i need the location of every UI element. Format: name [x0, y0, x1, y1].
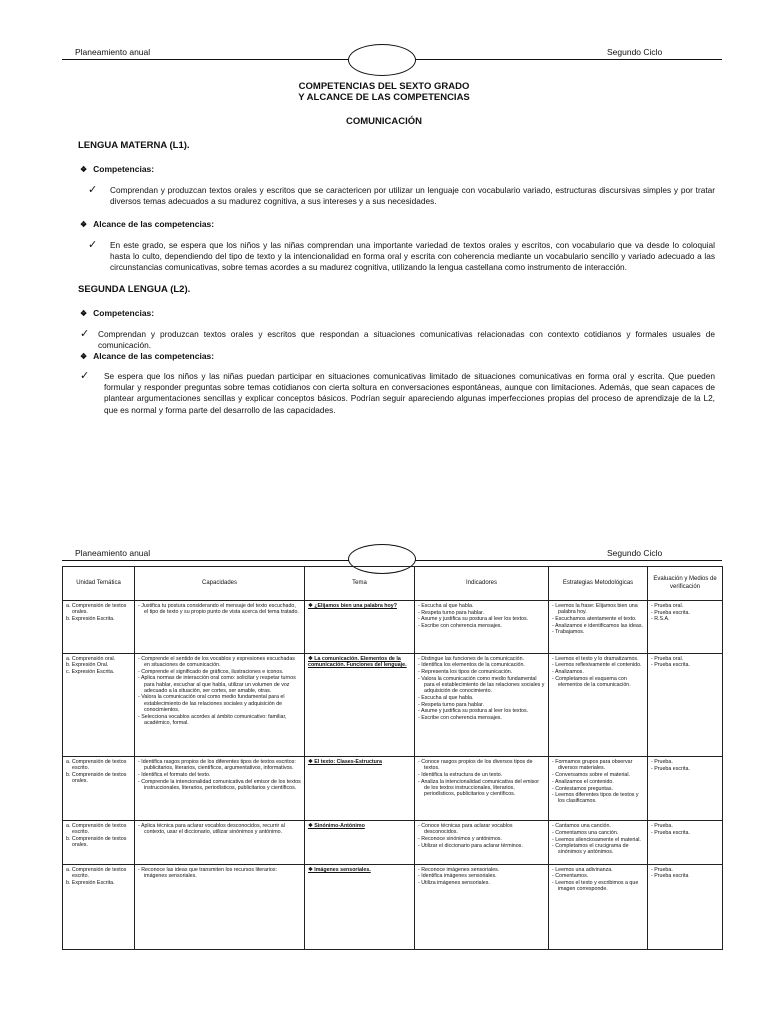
list-item: - Contestamos preguntas.	[552, 785, 613, 792]
cell-list	[651, 656, 719, 669]
list-item: c. Expresión Escrita.	[66, 669, 115, 676]
list-item: a. Comprensión oral.	[66, 655, 116, 662]
cell-capacidades	[135, 757, 305, 821]
col-header-tema: Tema	[305, 567, 415, 601]
list-item: b. Comprensión de textos orales.	[66, 836, 127, 849]
cell-estrategias	[549, 864, 648, 949]
list-item: - Respeta turno para hablar.	[418, 609, 484, 616]
list-item: - Identifica la estructura de un texto.	[418, 772, 503, 779]
list-item: - Identifica imágenes sensoriales.	[418, 873, 497, 880]
list-item: - Aplica normas de interacción oral como: solicitar y respetar turnos para hablar, escuchar al que habla, utilizar un volumen de voz adecuado a la situación, ser cortes, ser amable, otras.	[138, 675, 296, 694]
header-left-page-2: Planeamiento anual	[75, 548, 151, 558]
list-item: b. Expresión Escrita.	[66, 615, 115, 622]
list-item: a. Comprensión de textos escrito.	[66, 823, 127, 836]
list-item: - Comentamos una canción.	[552, 829, 619, 836]
cell-evaluacion	[648, 653, 723, 756]
cell-list	[418, 759, 545, 797]
list-item: - Respeta turno para hablar.	[418, 701, 484, 708]
list-item: - Representa los tipos de comunicación.	[418, 669, 513, 676]
checkmark-icon: ✓	[88, 239, 98, 251]
cell-list	[552, 656, 644, 689]
list-item: - Escucha al que habla.	[418, 603, 474, 609]
cell-estrategias	[549, 653, 648, 756]
cell-evaluacion	[648, 864, 723, 949]
list-item: - Conoce técnicas para aclarar vocablos desconocidos.	[418, 823, 513, 836]
list-item: - Prueba escrita.	[651, 662, 690, 669]
list-item: - Aplica técnica para aclarar vocablos desconocidos, recurrir al contexto, usar el diccionario, utilizar sinónimos y antónimo.	[138, 823, 285, 836]
competencias-text-l2: Comprendan y produzcan textos orales y escritos que respondan a situaciones comunicativas relacionadas con contexto cotidianos y formales usuales de comunicación.	[98, 329, 715, 351]
cell-list	[552, 823, 644, 856]
list-item: - Asume y justifica su postura al leer los textos.	[418, 616, 529, 623]
cell-tema: ❖ La comunicación. Elementos de la comunicación. Funciones del lenguaje.	[305, 653, 415, 756]
cell-tema: ❖ ¿Elijamos bien una palabra hoy?	[305, 601, 415, 654]
label-text: Competencias:	[93, 164, 155, 174]
list-item: a. Comprensión de textos orales.	[66, 603, 127, 616]
table-row	[63, 757, 723, 821]
list-item: - Comprende el sentido de los vocablos y expresiones escuchadas en situaciones de comunicación.	[138, 655, 295, 668]
list-item: - Analiza la intencionalidad comunicativa del emisor de los textos instruccionales, literarios, periodísticos, publicitarios y científicos.	[418, 778, 540, 798]
cell-list	[651, 603, 719, 623]
cell-capacidades	[135, 821, 305, 865]
list-item: - Leemos el texto y escribimos a que imagen corresponde.	[552, 880, 639, 893]
list-item: - Utiliza imágenes sensoriales.	[418, 880, 490, 887]
cell-evaluacion	[648, 601, 723, 654]
page-title-line-1: COMPETENCIAS DEL SEXTO GRADO	[298, 81, 470, 92]
cell-list	[66, 867, 131, 886]
cell-list	[138, 867, 301, 879]
cell-list	[418, 867, 545, 887]
cell-list	[651, 823, 719, 836]
list-item: - Prueba escrita	[651, 873, 689, 880]
list-item: a. Comprensión de textos escrito.	[66, 866, 127, 879]
checkmark-icon: ✓	[88, 184, 98, 196]
list-item: a. Comprensión de textos escrito.	[66, 759, 127, 772]
cell-list	[138, 603, 301, 615]
list-item: - Leemos diferentes tipos de textos y los clasificamos.	[552, 792, 639, 805]
cell-list	[651, 759, 719, 772]
subject-title: COMUNICACIÓN	[346, 116, 422, 127]
list-item: - Reconoce las ideas que transmiten los recursos literarios: imágenes sensoriales.	[138, 866, 277, 879]
subheading-competencias-l2	[80, 308, 154, 318]
header-right: Segundo Ciclo	[607, 47, 663, 57]
subheading-competencias-l1	[80, 164, 154, 174]
cell-capacidades	[135, 864, 305, 949]
list-item: - Prueba oral.	[651, 655, 684, 662]
list-item: - Utilizar el diccionario para aclarar términos.	[418, 842, 523, 849]
label-text: Competencias:	[93, 308, 155, 318]
section-heading-l1: LENGUA MATERNA (L1).	[78, 140, 190, 151]
cell-indicadores	[415, 821, 549, 865]
list-item: - Prueba.	[651, 823, 673, 830]
diamond-bullet-icon: ❖	[80, 220, 88, 229]
competencias-text-l1: Comprendan y produzcan textos orales y escritos que se caractericen por utilizar un lenguaje con vocabulario variado, estructuras discursivas simples y por tratar diversos temas adecuados a su madurez cognitiva, a sus intereses y a sus necesidades.	[110, 185, 715, 207]
cell-list	[138, 656, 301, 726]
diamond-bullet-icon: ❖	[80, 352, 88, 361]
list-item: - Prueba.	[651, 759, 673, 766]
col-header-estrategias: Estrategias Metodológicas	[549, 567, 648, 601]
cell-unidad	[63, 601, 135, 654]
list-item: - Identifica rasgos propios de los diferentes tipos de textos escritos: publicitarios, literarios, científicos, argumentativos, informativos.	[138, 759, 296, 772]
list-item: - Analizamos el contenido.	[552, 778, 614, 785]
list-item: - Distingue las funciones de la comunicación.	[418, 655, 524, 662]
list-item: - Prueba escrita.	[651, 829, 690, 836]
cell-estrategias	[549, 601, 648, 654]
list-item: - Escribe con coherencia mensajes.	[418, 715, 502, 722]
cell-evaluacion	[648, 821, 723, 865]
cell-estrategias	[549, 821, 648, 865]
list-item: - Formamos grupos para observar diversos materiales.	[552, 759, 633, 772]
table-row	[63, 864, 723, 949]
list-item: - R.S.A.	[651, 616, 670, 623]
cell-indicadores	[415, 864, 549, 949]
col-header-capacidades: Capacidades	[135, 567, 305, 601]
list-item: - Analizamos e identificamos las ideas.	[552, 622, 643, 629]
list-item: b. Expresión Oral.	[66, 662, 109, 669]
cell-indicadores	[415, 601, 549, 654]
list-item: - Analizamos.	[552, 669, 584, 676]
col-header-evaluacion: Evaluación y Medios de verificación	[648, 567, 723, 601]
list-item: - Cantamos una canción.	[552, 823, 611, 830]
cell-list	[418, 656, 545, 722]
checkmark-icon: ✓	[80, 328, 90, 340]
list-item: - Prueba.	[651, 866, 673, 873]
list-item: - Trabajamos.	[552, 629, 585, 636]
list-item: - Asume y justifica su postura al leer los textos.	[418, 708, 529, 715]
cell-indicadores	[415, 653, 549, 756]
table-row	[63, 601, 723, 654]
checkmark-icon: ✓	[80, 370, 90, 382]
list-item: - Reconoce imágenes sensoriales.	[418, 866, 500, 873]
cell-unidad	[63, 757, 135, 821]
list-item: - Comentamos.	[552, 873, 589, 880]
list-item: - Identifica los elementos de la comunicación.	[418, 662, 525, 669]
cell-list	[138, 823, 301, 835]
list-item: - Leemos reflexivamente el contenido.	[552, 662, 642, 669]
list-item: - Escuchamos atentamente el texto.	[552, 615, 637, 622]
cell-list	[66, 759, 131, 784]
list-item: - Comprende el significado de gráficos, ilustraciones e iconos.	[138, 668, 284, 675]
label-text: Alcance de las competencias:	[93, 351, 215, 361]
list-item: - Leemos silenciosamente el material.	[552, 836, 641, 843]
cell-list	[651, 867, 719, 880]
list-item: b. Expresión Escrita.	[66, 879, 115, 886]
cell-estrategias	[549, 757, 648, 821]
list-item: - Conversamos sobre el material.	[552, 772, 631, 779]
label-text: Alcance de las competencias:	[93, 219, 215, 229]
page-title-line-2: Y ALCANCE DE LAS COMPETENCIAS	[298, 92, 470, 103]
cell-unidad	[63, 864, 135, 949]
cell-list	[66, 656, 131, 676]
subheading-alcance-l2	[80, 351, 214, 361]
list-item: - Reconoce sinónimos y antónimos.	[418, 836, 502, 843]
list-item: - Identifica el formato del texto.	[138, 772, 211, 779]
cell-unidad	[63, 821, 135, 865]
list-item: - Completamos el esquema con elementos de la comunicación.	[552, 675, 631, 689]
list-item: - Prueba oral.	[651, 603, 684, 609]
cell-evaluacion	[648, 757, 723, 821]
cell-unidad	[63, 653, 135, 756]
list-item: - Selecciona vocablos acordes al ámbito comunicativo: familiar, académico, formal.	[138, 713, 287, 726]
cell-list	[552, 603, 644, 636]
list-item: - Escucha al que habla.	[418, 694, 474, 701]
list-item: - Comprende la intencionalidad comunicativa del emisor de los textos instruccionales, literarios, periodísticos, publicitarios y científicos.	[138, 778, 301, 792]
col-header-indicadores: Indicadores	[415, 567, 549, 601]
cell-tema: ❖ Imágenes sensoriales.	[305, 864, 415, 949]
list-item: - Prueba escrita.	[651, 765, 690, 772]
alcance-text-l2: Se espera que los niños y las niñas puedan participar en situaciones comunicativas limitado de situaciones comunicativas en forma oral y escrita. Que pueden formular y responder preguntas sobre temas cotidianos con cierta soltura en conversaciones espontáneas, aunque con limitaciones. Además, que sean capaces de plantear argumentaciones sencillas y explicar conceptos básicos. Podrían seguir apareciendo algunas imperfecciones propias del proceso de aprendizaje de la L2, que es normal y forma parte del desarrollo de las capacidades.	[104, 371, 715, 415]
table-row	[63, 821, 723, 865]
cell-list	[138, 759, 301, 791]
cell-capacidades	[135, 653, 305, 756]
list-item: - Prueba escrita.	[651, 609, 690, 616]
list-item: - Leemos el texto y lo dramatizamos.	[552, 655, 639, 662]
col-header-unidad: Unidad Temática	[63, 567, 135, 601]
table-header-row	[63, 567, 723, 601]
list-item: - Conoce rasgos propios de los diversos tipos de textos.	[418, 759, 533, 772]
list-item: - Leemos la frase: Elijamos bien una palabra hoy.	[552, 603, 638, 616]
header-oval	[348, 44, 416, 76]
list-item: - Justifica tu postura considerando el mensaje del texto escuchado, el tipo de texto y su propio punto de vista acerca del tema tratado.	[138, 603, 299, 616]
cell-list	[66, 603, 131, 622]
cell-indicadores	[415, 757, 549, 821]
cell-capacidades	[135, 601, 305, 654]
section-heading-l2: SEGUNDA LENGUA (L2).	[78, 284, 191, 295]
list-item: - Completamos el crucigrama de sinónimos y antónimos.	[552, 843, 629, 856]
cell-list	[552, 759, 644, 804]
list-item: - Leemos una adivinanza.	[552, 866, 613, 873]
list-item: - Escribe con coherencia mensajes.	[418, 623, 502, 630]
diamond-bullet-icon: ❖	[80, 165, 88, 174]
list-item: - Valora la comunicación oral como medio fundamental para el establecimiento de las relaciones sociales y adquisición de conocimientos.	[138, 694, 285, 713]
diamond-bullet-icon: ❖	[80, 309, 88, 318]
alcance-text-l1: En este grado, se espera que los niños y las niñas comprendan una importante variedad de textos orales y escritos, con vocabulario que va desde lo coloquial hasta lo culto, dependiendo del tipo de texto y la intencionalidad en forma oral y escrita con coherencia mediante un vocabulario sencillo y variado adecuado a las circunstancias comunicativas, sobre temas acordes a su madurez cognitiva, utilizando la lengua castellana como instrumento de interacción.	[110, 240, 715, 273]
list-item: b. Comprensión de textos orales.	[66, 772, 127, 785]
cell-list	[66, 823, 131, 848]
cell-list	[418, 823, 545, 849]
header-left: Planeamiento anual	[75, 47, 151, 57]
planning-table	[62, 566, 723, 950]
cell-list	[418, 603, 545, 629]
cell-list	[552, 867, 644, 893]
cell-tema: ❖ Sinónimo-Antónimo	[305, 821, 415, 865]
list-item: - Valora la comunicación como medio fundamental para el establecimiento de las relaciones sociales y adquisición de conocimiento.	[418, 675, 545, 695]
subheading-alcance-l1	[80, 219, 214, 229]
header-right-page-2: Segundo Ciclo	[607, 548, 663, 558]
cell-tema: ❖ El texto: Clases-Estructura	[305, 757, 415, 821]
table-row	[63, 653, 723, 756]
